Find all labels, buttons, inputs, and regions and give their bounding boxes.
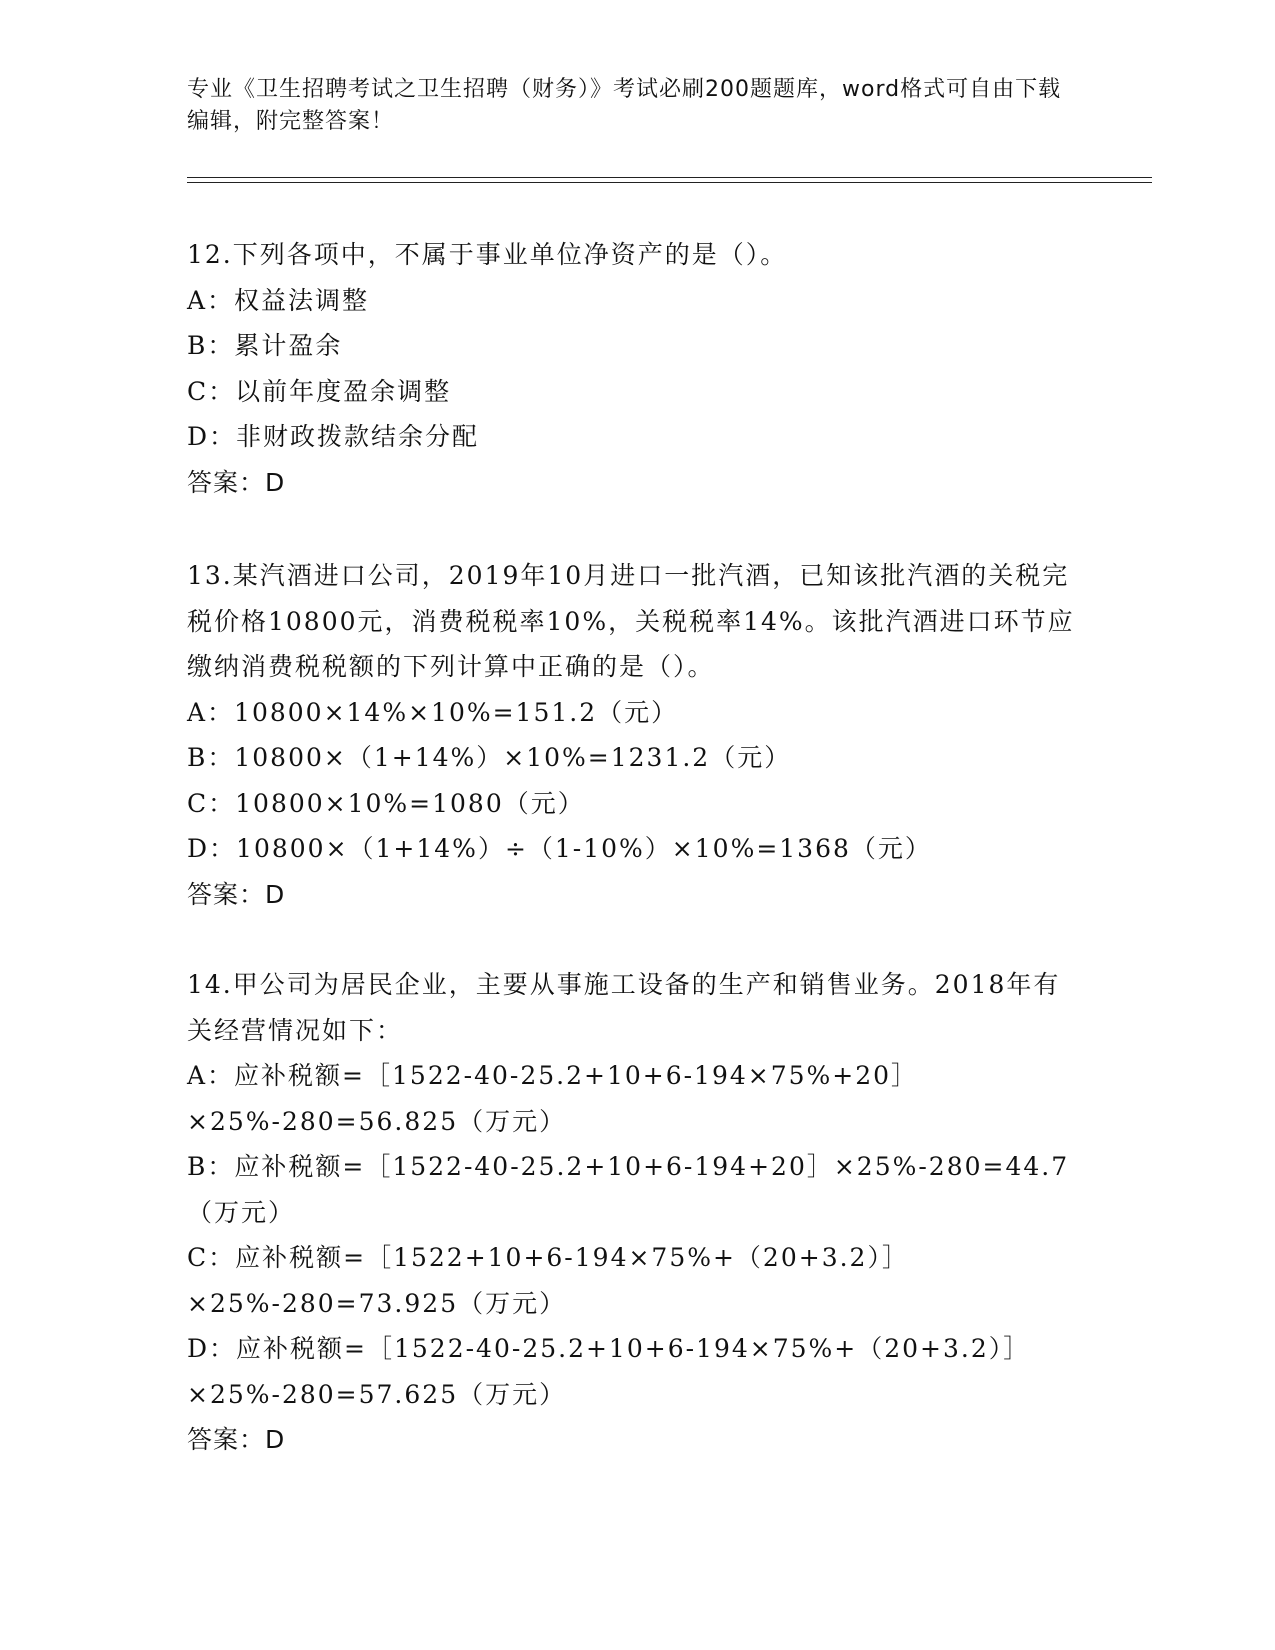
header-divider-top xyxy=(187,177,1152,178)
option-b: B：10800×（1+14%）×10%=1231.2（元） xyxy=(187,743,792,772)
document-header: 专业《卫生招聘考试之卫生招聘（财务）》考试必刷200题题库，word格式可自由下载编辑，附完整答案！ xyxy=(187,77,1062,134)
option-d: D：非财政拨款结余分配 xyxy=(187,422,480,451)
option-a: A：应补税额=［1522-40-25.2+10+6-194×75%+20］×25%-280=56.825（万元） xyxy=(187,1061,919,1136)
answer-line: 答案：D xyxy=(187,879,286,909)
answer-line: 答案：D xyxy=(187,467,286,497)
option-c: C：10800×10%=1080（元） xyxy=(187,788,585,818)
option-a: A：权益法调整 xyxy=(187,285,370,315)
question-14 xyxy=(187,962,1087,1463)
option-a: A：10800×14%×10%=151.2（元） xyxy=(187,697,679,727)
answer-line: 答案：D xyxy=(187,1425,286,1454)
option-b: B：应补税额=［1522-40-25.2+10+6-194+20］×25%-280=44.7（万元） xyxy=(187,1152,1070,1227)
question-stem: 12.下列各项中，不属于事业单位净资产的是（）。 xyxy=(187,240,788,269)
header-divider-bottom xyxy=(187,182,1152,183)
option-c: C：应补税额=［1522+10+6-194×75%+（20+3.2）］×25%-280=73.925（万元） xyxy=(187,1243,909,1318)
option-b: B：累计盈余 xyxy=(187,331,343,360)
option-c: C：以前年度盈余调整 xyxy=(187,376,452,406)
option-d: D：10800×（1+14%）÷（1-10%）×10%=1368（元） xyxy=(187,834,932,863)
question-13 xyxy=(187,553,1087,917)
question-12 xyxy=(187,232,1087,505)
question-stem: 13.某汽酒进口公司，2019年10月进口一批汽酒，已知该批汽酒的关税完税价格10800元，消费税税率10%，关税税率14%。该批汽酒进口环节应缴纳消费税税额的下列计算中正确的是（）。 xyxy=(187,561,1075,681)
option-d: D：应补税额=［1522-40-25.2+10+6-194×75%+（20+3.2）］×25%-280=57.625（万元） xyxy=(187,1334,1031,1409)
question-stem: 14.甲公司为居民企业，主要从事施工设备的生产和销售业务。2018年有关经营情况如下： xyxy=(187,970,1061,1045)
